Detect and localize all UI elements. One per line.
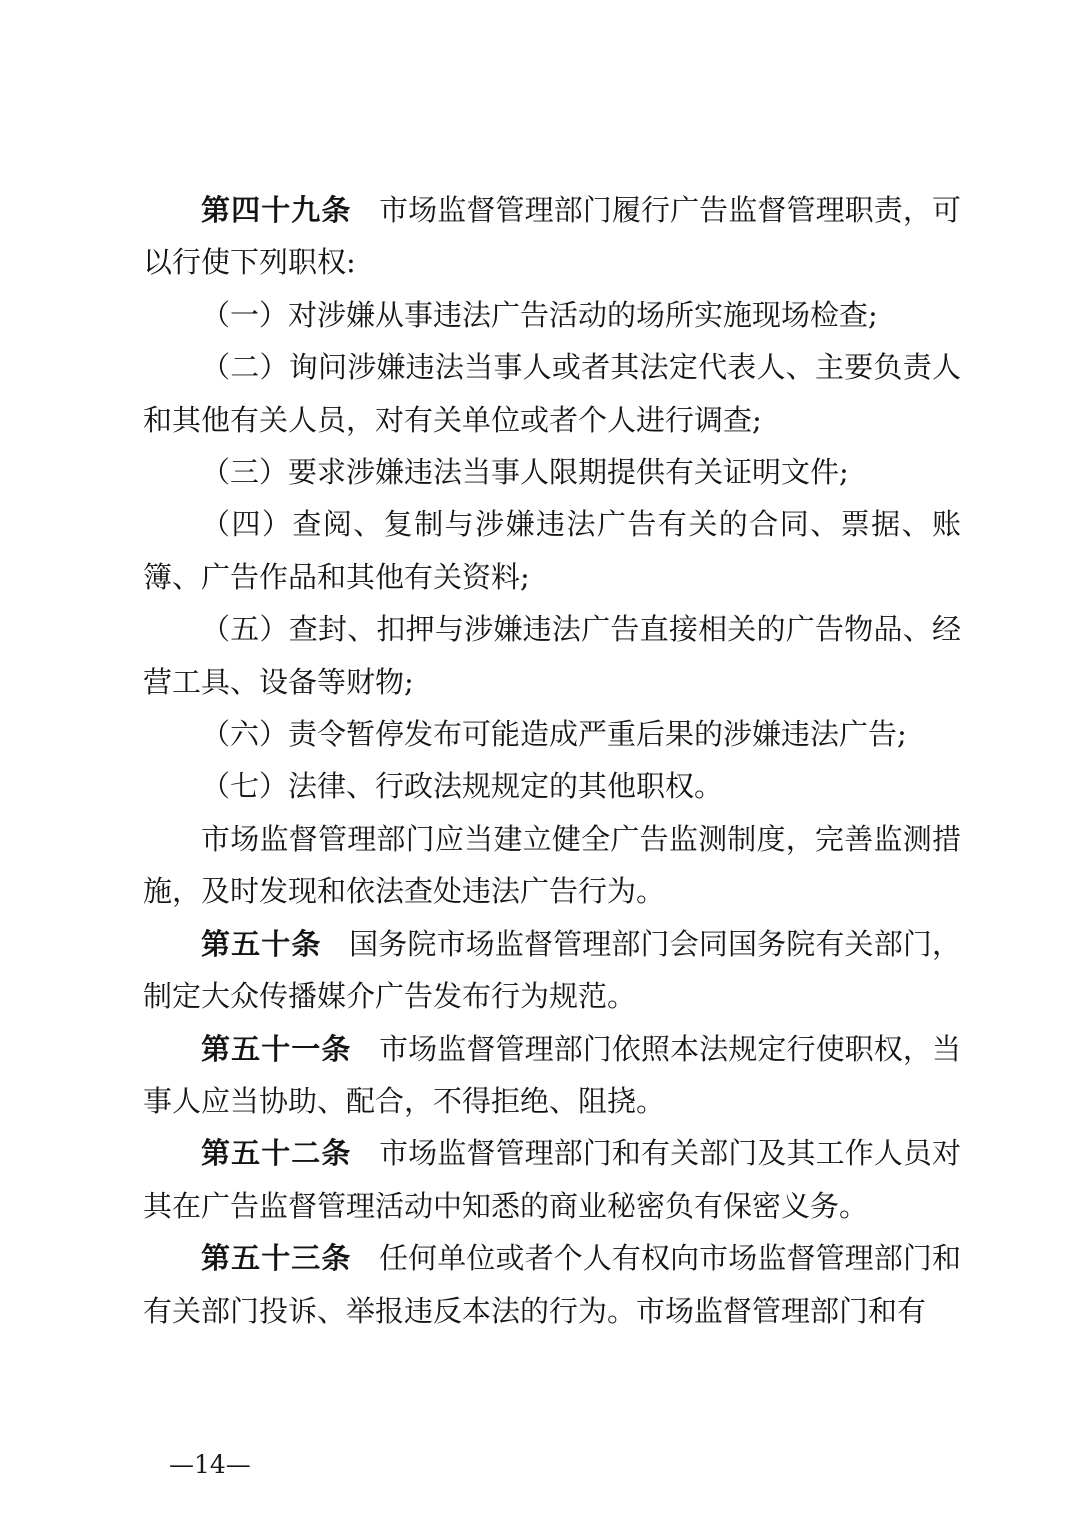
- article-53-text: 任何单位或者个人有权向市场监督管理部门和有关部门投诉、举报违反本法的行为。市场监督管理部门和有: [143, 1241, 961, 1328]
- article-49-item-2: [143, 341, 961, 446]
- article-49-number: 第四十九条: [201, 193, 352, 227]
- article-49-closing-paragraph: [143, 813, 961, 918]
- document-text-block: [143, 184, 961, 1337]
- article-49-item-1-text: （一）对涉嫌从事违法广告活动的场所实施现场检查;: [201, 297, 878, 332]
- article-51-text: 市场监督管理部门依照本法规定行使职权，当事人应当协助、配合，不得拒绝、阻挠。: [143, 1031, 961, 1118]
- article-50-number: 第五十条: [201, 926, 322, 961]
- article-49-item-7-text: （七）法律、行政法规规定的其他职权。: [201, 769, 724, 804]
- article-49-item-5: [143, 603, 961, 708]
- article-50-paragraph: [143, 918, 961, 1023]
- article-49-item-6-text: （六）责令暂停发布可能造成严重后果的涉嫌违法广告;: [201, 717, 907, 752]
- article-49-item-4-text: （四）查阅、复制与涉嫌违法广告有关的合同、票据、账簿、广告作品和其他有关资料;: [143, 507, 961, 594]
- article-51-number: 第五十一条: [201, 1031, 352, 1066]
- page-number: —14—: [169, 1450, 251, 1479]
- article-49-item-6: [143, 708, 961, 760]
- article-53-paragraph: [143, 1232, 961, 1337]
- article-49-item-2-text: （二）询问涉嫌违法当事人或者其法定代表人、主要负责人和其他有关人员，对有关单位或者个人进行调查;: [143, 350, 961, 437]
- article-49-item-5-text: （五）查封、扣押与涉嫌违法广告直接相关的广告物品、经营工具、设备等财物;: [143, 612, 961, 699]
- article-52-paragraph: [143, 1127, 961, 1232]
- article-52-number: 第五十二条: [201, 1136, 352, 1171]
- article-51-paragraph: [143, 1023, 961, 1128]
- article-49-item-1: [143, 289, 961, 341]
- article-49-closing-text: 市场监督管理部门应当建立健全广告监测制度，完善监测措施，及时发现和依法查处违法广告行为。: [143, 821, 961, 909]
- article-49-item-7: [143, 760, 961, 812]
- article-50-text: 国务院市场监督管理部门会同国务院有关部门，制定大众传播媒介广告发布行为规范。: [143, 926, 961, 1014]
- article-53-number: 第五十三条: [201, 1241, 352, 1276]
- article-49-heading-paragraph: [143, 184, 961, 289]
- article-52-text: 市场监督管理部门和有关部门及其工作人员对其在广告监督管理活动中知悉的商业秘密负有保密义务。: [143, 1136, 961, 1223]
- article-49-item-3: [143, 446, 961, 498]
- article-49-item-4: [143, 498, 961, 603]
- article-49-heading-text: 市场监督管理部门履行广告监督管理职责，可以行使下列职权:: [143, 193, 961, 280]
- article-49-item-3-text: （三）要求涉嫌违法当事人限期提供有关证明文件;: [201, 455, 849, 490]
